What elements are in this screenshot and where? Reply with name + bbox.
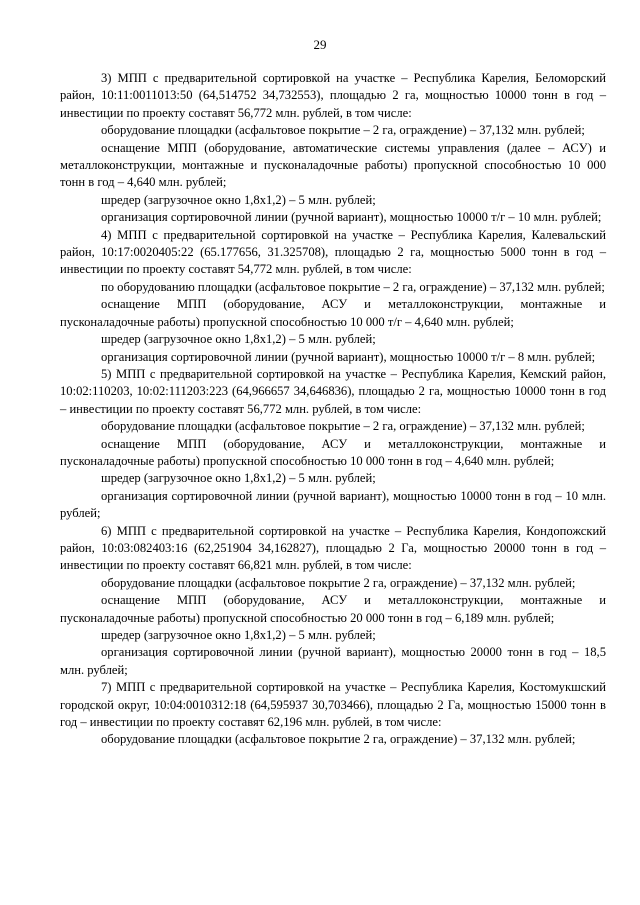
paragraph-shredder: шредер (загрузочное окно 1,8х1,2) – 5 млн. рублей; — [101, 471, 376, 486]
paragraph-site-equipment: оборудование площадки (асфальтовое покрытие 2 га, ограждение) – 37,132 млн. рублей; — [101, 575, 576, 590]
document-body — [60, 70, 606, 749]
paragraph-shredder: шредер (загрузочное окно 1,8х1,2) – 5 млн. рублей; — [101, 628, 376, 642]
paragraph-item-3-intro: 3) МПП с предварительной сортировкой на участке – Республика Карелия, Беломорский район, 10:11:0011013:50 (64,514752 34,732553), площадью 2 га, мощностью 10000 тонн в год – инвестиции по проекту составят 56,772 млн. рублей, в том числе: — [60, 71, 606, 120]
paragraph-item-6-intro: 6) МПП с предварительной сортировкой на участке – Республика Карелия, Кондопожский район, 10:03:082403:16 (62,251904 34,162827), площадью 2 Га, мощностью 20000 тонн в год – инвестиции по проекту составят 66,821 млн. рублей, в том числе: — [60, 523, 606, 573]
paragraph-site-equipment: по оборудованию площадки (асфальтовое покрытие – 2 га, ограждение) – 37,132 млн. рублей; — [101, 279, 605, 294]
paragraph-mpp-outfitting: оснащение МПП (оборудование, АСУ и металлоконструкции, монтажные и пусконаладочные работы) пропускной способностью 10 000 тонн в год – 4,640 млн. рублей; — [60, 436, 606, 468]
paragraph-mpp-outfitting: оснащение МПП (оборудование, автоматические системы управления (далее – АСУ) и металлоконструкции, монтажные и пусконаладочные работы) пропускной способностью 10 000 тонн в год – 4,640 млн. рублей; — [60, 140, 606, 190]
paragraph-site-equipment: оборудование площадки (асфальтовое покрытие 2 га, ограждение) – 37,132 млн. рублей; — [101, 732, 576, 747]
paragraph-item-7-intro: 7) МПП с предварительной сортировкой на участке – Республика Карелия, Костомукшский городской округ, 10:04:0010312:18 (64,595937 30,703466), площадью 2 Га, мощностью 15000 тонн в год – инвестиции по проекту составят 62,196 млн. рублей, в том числе: — [60, 680, 606, 730]
paragraph-item-4-intro: 4) МПП с предварительной сортировкой на участке – Республика Карелия, Калевальский район, 10:17:0020405:22 (65.177656, 31.325708), площадью 2 га, мощностью 5000 тонн в год – инвестиции по проекту составят 54,772 млн. рублей, в том числе: — [60, 227, 606, 277]
paragraph-site-equipment: оборудование площадки (асфальтовое покрытие – 2 га, ограждение) – 37,132 млн. рублей; — [101, 123, 585, 138]
paragraph-mpp-outfitting: оснащение МПП (оборудование, АСУ и металлоконструкции, монтажные и пусконаладочные работы) пропускной способностью 20 000 тонн в год – 6,189 млн. рублей; — [60, 593, 606, 625]
paragraph-sorting-line: организация сортировочной линии (ручной вариант), мощностью 10000 т/г – 8 млн. рублей; — [101, 349, 596, 364]
paragraph-site-equipment: оборудование площадки (асфальтовое покрытие – 2 га, ограждение) – 37,132 млн. рублей; — [101, 419, 585, 434]
paragraph-mpp-outfitting: оснащение МПП (оборудование, АСУ и металлоконструкции, монтажные и пусконаладочные работы) пропускной способностью 10 000 т/г – 4,640 млн. рублей; — [60, 297, 606, 329]
paragraph-sorting-line: организация сортировочной линии (ручной вариант), мощностью 20000 тонн в год – 18,5 млн. рублей; — [60, 645, 606, 677]
paragraph-item-5-intro: 5) МПП с предварительной сортировкой на участке – Республика Карелия, Кемский район, 10:02:110203, 10:02:111203:223 (64,966657 34,646836), площадью 2 га, мощностью 10000 тонн в год – инвестиции по проекту составят 56,772 млн. рублей, в том числе: — [60, 366, 606, 416]
page-number: 29 — [313, 37, 327, 52]
paragraph-sorting-line: организация сортировочной линии (ручной вариант), мощностью 10000 тонн в год – 10 млн. рублей; — [60, 488, 606, 521]
paragraph-shredder: шредер (загрузочное окно 1,8х1,2) – 5 млн. рублей; — [101, 332, 376, 347]
paragraph-sorting-line: организация сортировочной линии (ручной вариант), мощностью 10000 т/г – 10 млн. рублей; — [101, 210, 602, 225]
paragraph-shredder: шредер (загрузочное окно 1,8х1,2) – 5 млн. рублей; — [101, 192, 376, 207]
